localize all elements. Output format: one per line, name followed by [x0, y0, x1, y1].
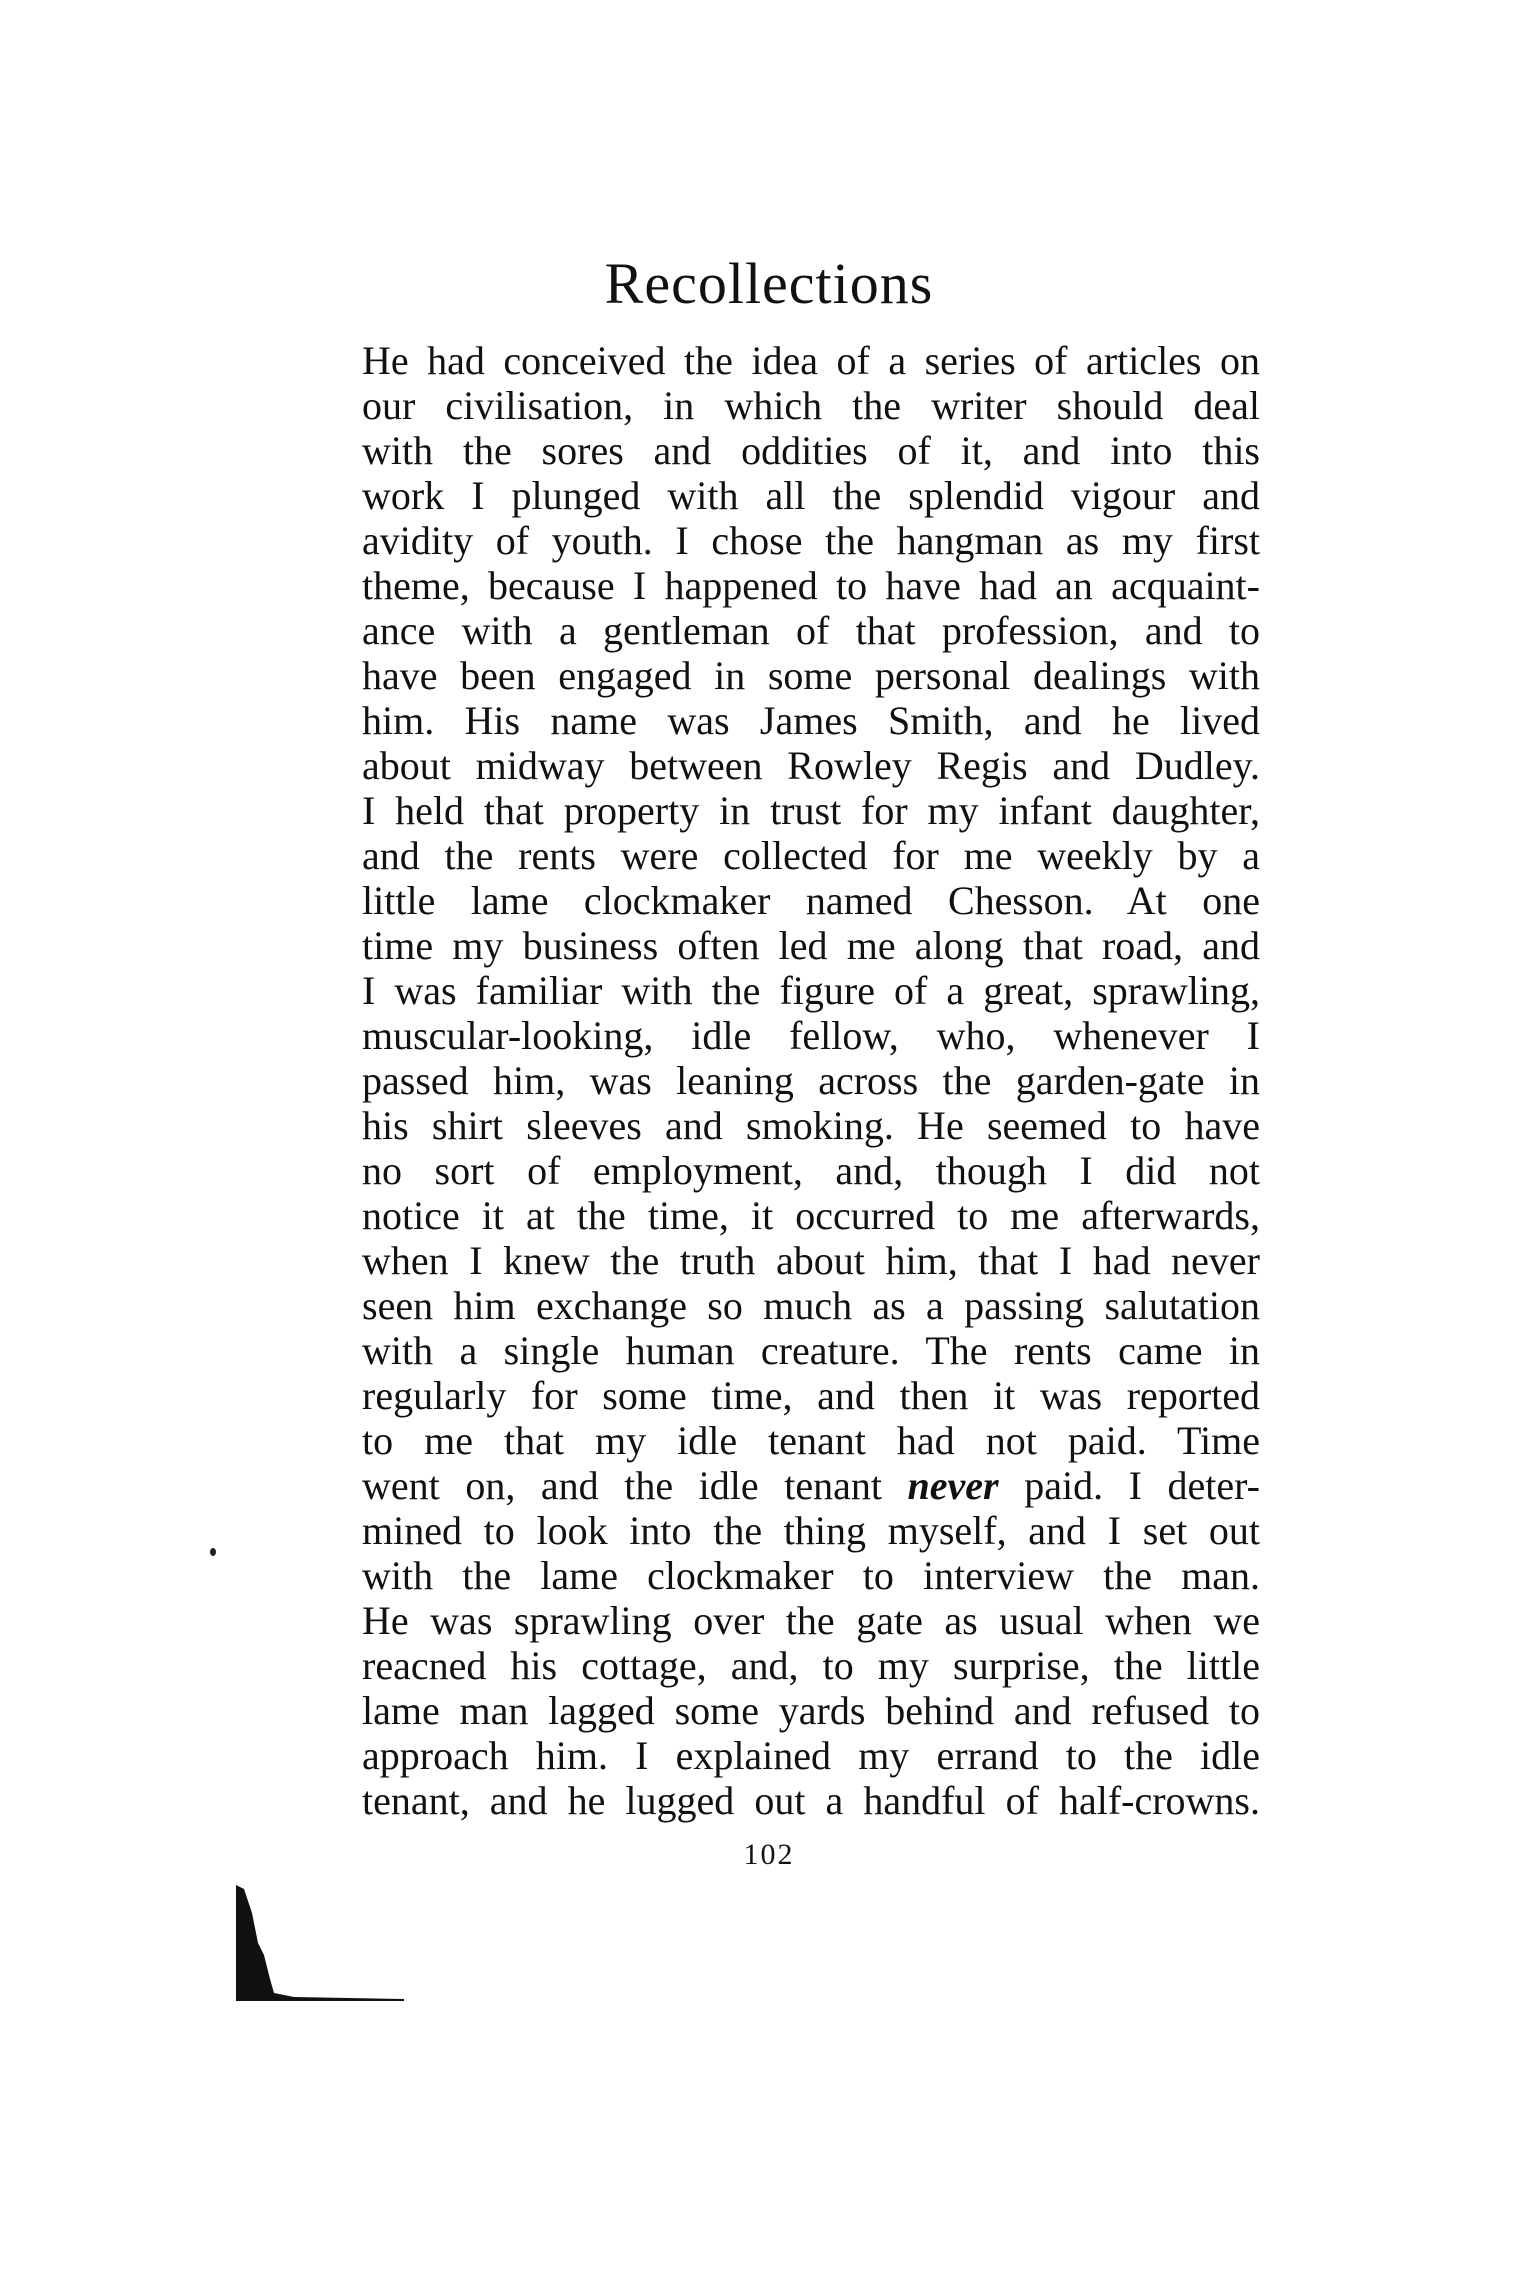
text-line: mined to look into the thing myself, and I set out [362, 1508, 1260, 1553]
text-line: him. His name was James Smith, and he lived [362, 698, 1260, 743]
text-line: about midway between Rowley Regis and Dudley. [362, 743, 1260, 788]
text-line: to me that my idle tenant had not paid. Time [362, 1418, 1260, 1463]
text-line: I held that property in trust for my infant daughter, [362, 788, 1260, 833]
text-line: tenant, and he lugged out a handful of half-crowns. [362, 1778, 1260, 1823]
text-line: with a single human creature. The rents came in [362, 1328, 1260, 1373]
text-line: his shirt sleeves and smoking. He seemed to have [362, 1103, 1260, 1148]
emphasized-word: never [907, 1463, 999, 1508]
text-line: our civilisation, in which the writer should deal [362, 383, 1260, 428]
scan-speck [210, 1548, 216, 1556]
text-line: with the lame clockmaker to interview the man. [362, 1553, 1260, 1598]
line-segment: went on, and the idle tenant [362, 1463, 908, 1508]
text-line: reacned his cottage, and, to my surprise, the little [362, 1643, 1260, 1688]
page-number: 102 [743, 1838, 795, 1871]
text-line: little lame clockmaker named Chesson. At one [362, 878, 1260, 923]
text-line: theme, because I happened to have had an acquaint- [362, 563, 1260, 608]
text-line: seen him exchange so much as a passing salutation [362, 1283, 1260, 1328]
text-line: muscular-looking, idle fellow, who, whenever I [362, 1013, 1260, 1058]
text-line: no sort of employment, and, though I did not [362, 1148, 1260, 1193]
text-line: ance with a gentleman of that profession, and to [362, 608, 1260, 653]
text-line: have been engaged in some personal dealings with [362, 653, 1260, 698]
text-line: passed him, was leaning across the garden-gate in [362, 1058, 1260, 1103]
text-line: He was sprawling over the gate as usual when we [362, 1598, 1260, 1643]
text-line: and the rents were collected for me weekly by a [362, 833, 1260, 878]
running-head: Recollections [604, 251, 934, 316]
text-line: I was familiar with the figure of a great, sprawling, [362, 968, 1260, 1013]
line-segment: paid. I deter- [998, 1463, 1260, 1508]
text-line: approach him. I explained my errand to the idle [362, 1733, 1260, 1778]
text-line: notice it at the time, it occurred to me afterwards, [362, 1193, 1260, 1238]
body-text [362, 338, 1260, 1823]
text-line: He had conceived the idea of a series of articles on [362, 338, 1260, 383]
text-line-never [362, 1463, 1260, 1508]
text-line: work I plunged with all the splendid vigour and [362, 473, 1260, 518]
text-line: avidity of youth. I chose the hangman as my first [362, 518, 1260, 563]
text-line: with the sores and oddities of it, and into this [362, 428, 1260, 473]
text-line: when I knew the truth about him, that I had never [362, 1238, 1260, 1283]
text-line: time my business often led me along that road, and [362, 923, 1260, 968]
scan-artifact [234, 1883, 404, 2001]
text-line: regularly for some time, and then it was reported [362, 1373, 1260, 1418]
text-line: lame man lagged some yards behind and refused to [362, 1688, 1260, 1733]
